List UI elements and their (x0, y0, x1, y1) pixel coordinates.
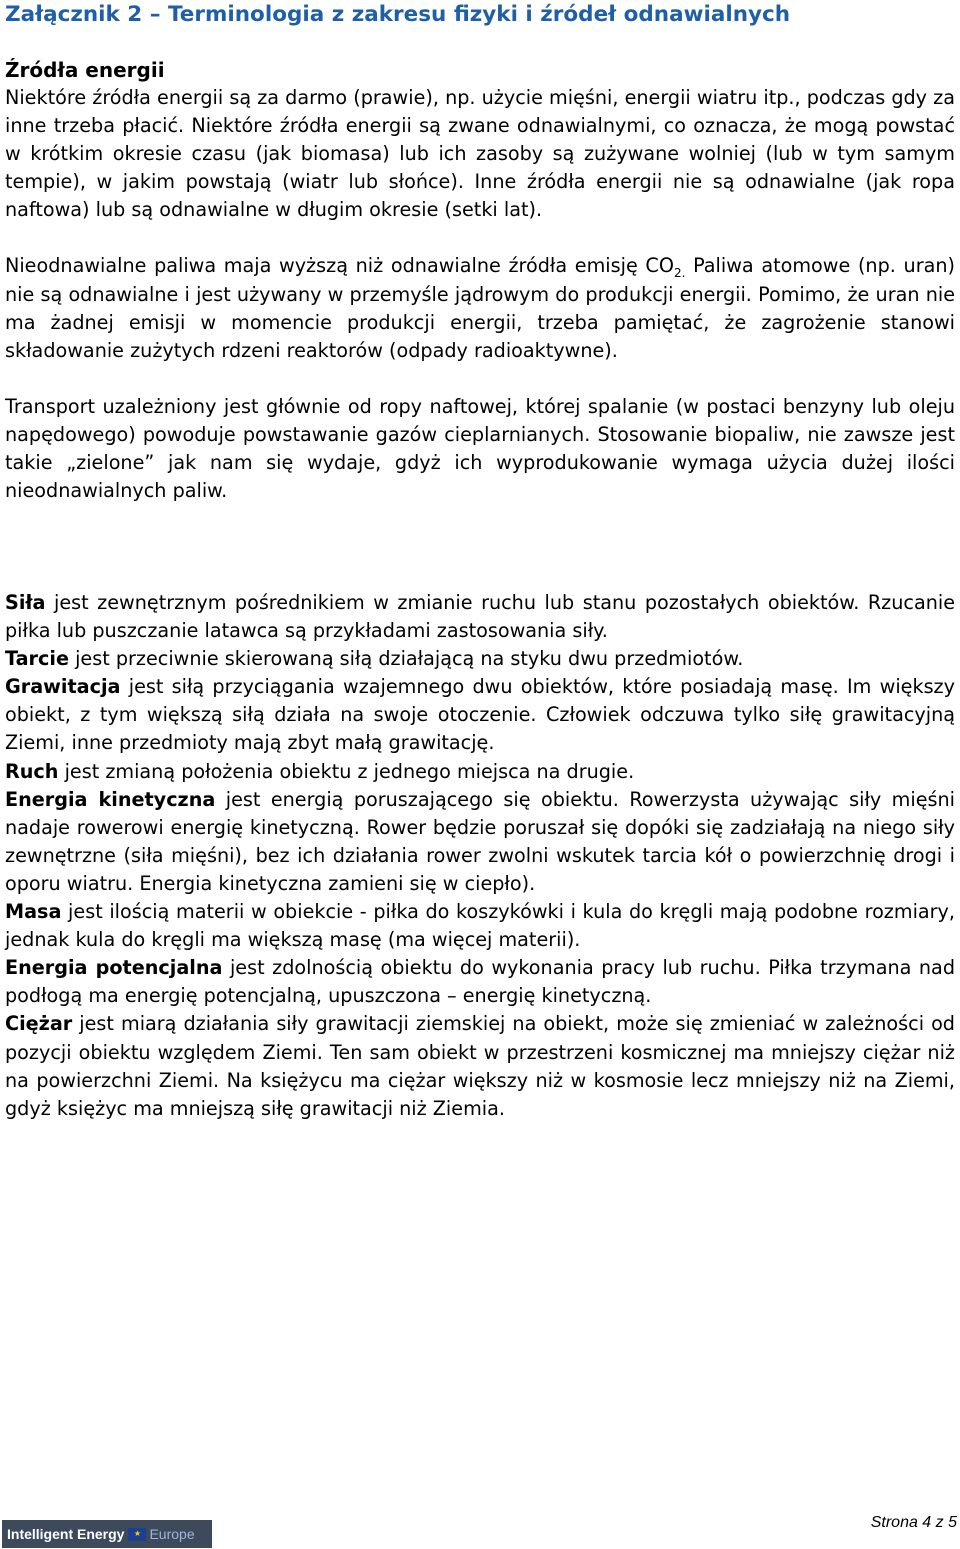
section-title: Źródła energii (5, 58, 165, 82)
emission-text-before: Nieodnawialne paliwa maja wyższą niż odnawialne źródła emisję CO (5, 254, 674, 278)
eu-flag-icon: ★ (128, 1528, 146, 1541)
definition-ruch (5, 758, 955, 786)
definition-energia-potencjalna (5, 954, 955, 1010)
definition-masa (5, 898, 955, 954)
paragraph-sources: Niektóre źródła energii są za darmo (prawie), np. użycie mięśni, energii wiatru itp., podczas gdy za inne trzeba płacić. Niektóre źródła energii są zwane odnawialnymi, co oznacza, że mogą powstać w krótkim okresie czasu (jak biomasa) lub ich zasoby są zużywane wolniej (lub w tym samym tempie), w jakim powstają (wiatr lub słońce). Inne źródła energii nie są odnawialne (jak ropa naftowa) lub są odnawialne w długim okresie (setki lat). (5, 86, 955, 222)
logo-europe-text: Europe (149, 1526, 195, 1542)
co2-subscript: 2. (673, 266, 686, 281)
paragraph-transport: Transport uzależniony jest głównie od ropy naftowej, której spalanie (w postaci benzyny lub oleju napędowego) powoduje powstawanie gazów cieplarnianych. Stosowanie biopaliw, nie zawsze jest takie „zielone” jak nam się wydaje, gdyż ich wyprodukowanie wymaga użycia dużej ilości nieodnawialnych paliw. (5, 394, 955, 503)
definition-text: jest ilością materii w obiekcie - piłka do koszykówki i kula do kręgli mają podobne rozmiary, jednak kula do kręgli ma większą masę (ma więcej materii). (5, 900, 955, 952)
term-label: Grawitacja (5, 675, 121, 699)
definition-ciezar (5, 1010, 955, 1122)
definition-tarcie (5, 645, 955, 673)
definition-text: jest miarą działania siły grawitacji ziemskiej na obiekt, może się zmieniać w zależności od pozycji obiektu względem Ziemi. Ten sam obiekt w przestrzeni kosmicznej ma mniejszy ciężar niż na powierzchni Ziemi. Na księżycu ma ciężar większy niż w kosmosie lecz mniejszy niż na Ziemi, gdyż księżyc ma mniejszą siłę grawitacji niż Ziemia. (5, 1012, 955, 1120)
logo-text: Intelligent Energy (7, 1526, 125, 1542)
term-label: Ciężar (5, 1012, 73, 1036)
term-label: Masa (5, 900, 62, 924)
definition-text: jest zdolnością obiektu do wykonania pracy lub ruchu. Piłka trzymana nad podłogą ma energię potencjalną, upuszczona – energię kinetyczną. (5, 956, 955, 1008)
definition-energia-kinetyczna (5, 786, 955, 898)
emission-text-after: Paliwa atomowe (np. uran) nie są odnawialne i jest używany w przemyśle jądrowym do produkcji energii. Pomimo, że uran nie ma żadnej emisji w momencie produkcji energii, trzeba pamiętać, że zagrożenie stanowi składowanie zużytych rdzeni reaktorów (odpady radioaktywne). (5, 254, 955, 362)
page-number: Strona 4 z 5 (870, 1514, 957, 1531)
definition-text: jest siłą przyciągania wzajemnego dwu obiektów, które posiadają masę. Im większy obiekt, z tym większą siłą działa na swoje otoczenie. Człowiek odczuwa tylko siłę grawitacyjną Ziemi, inne przedmioty mają zbyt małą grawitację. (5, 675, 955, 755)
paragraph-emission (5, 252, 955, 364)
definition-text: jest zewnętrznym pośrednikiem w zmianie ruchu lub stanu pozostałych obiektów. Rzucanie piłka lub puszczanie latawca są przykładami zastosowania siły. (5, 591, 955, 643)
intelligent-energy-europe-logo (2, 1520, 212, 1548)
definition-grawitacja (5, 673, 955, 757)
definition-sila (5, 589, 955, 645)
definition-text: jest energią poruszającego się obiektu. Rowerzysta używając siły mięśni nadaje rowerowi energię kinetyczną. Rower będzie poruszał się dopóki się zadziałają na niego siły zewnętrzne (siła mięśni), bez ich działania rower zwolni wskutek tarcia kół o powierzchnię drogi i oporu wiatru. Energia kinetyczna zamieni się w ciepło). (5, 787, 955, 895)
body-block-1 (5, 84, 955, 505)
document-title: Załącznik 2 – Terminologia z zakresu fizyki i źródeł odnawialnych (5, 2, 791, 27)
term-label: Energia kinetyczna (5, 787, 216, 811)
definitions-block (5, 589, 955, 1123)
definition-text: jest zmianą położenia obiektu z jednego miejsca na drugie. (58, 759, 635, 783)
term-label: Siła (5, 591, 46, 614)
term-label: Tarcie (5, 647, 69, 671)
definition-text: jest przeciwnie skierowaną siłą działającą na styku dwu przedmiotów. (69, 647, 744, 671)
term-label: Ruch (5, 759, 59, 783)
term-label: Energia potencjalna (5, 956, 223, 980)
